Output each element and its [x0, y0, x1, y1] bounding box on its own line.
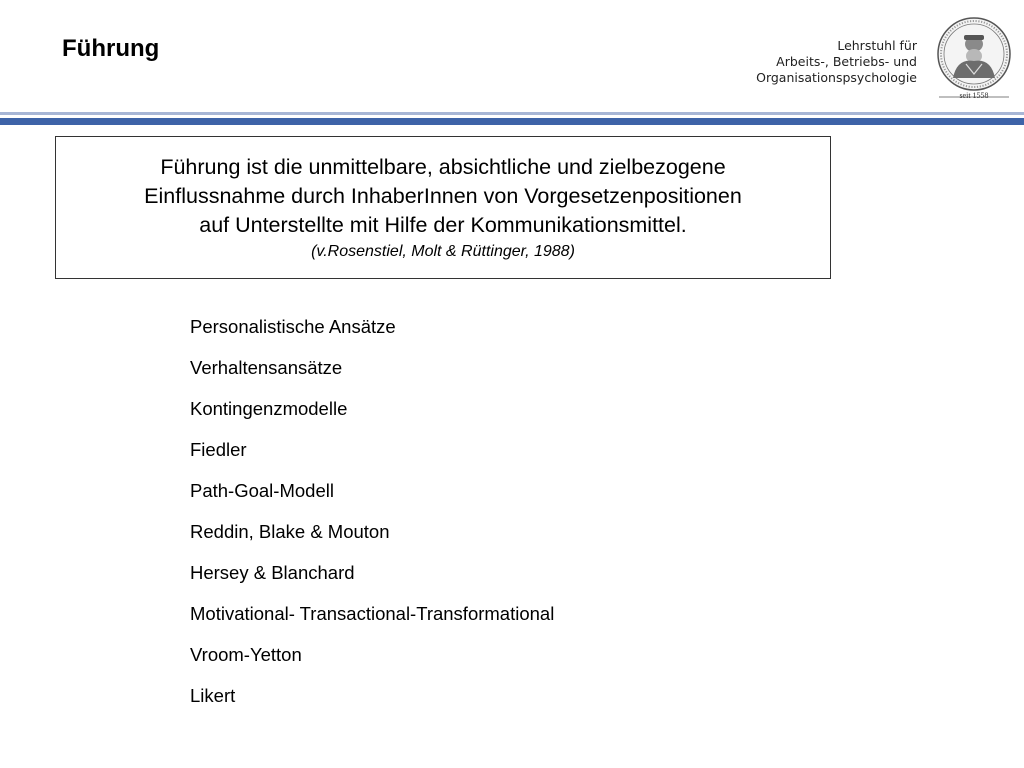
list-item: Hersey & Blanchard	[190, 562, 355, 583]
definition-box	[55, 136, 831, 279]
institution-line-3: Organisationspsychologie	[756, 70, 917, 85]
list-item: Verhaltensansätze	[190, 357, 343, 378]
institution-line-2: Arbeits-, Betriebs- und	[776, 54, 917, 69]
list-item: Motivational- Transactional-Transformational	[190, 603, 555, 624]
definition-line-1: Führung ist die unmittelbare, absichtliche und zielbezogene	[160, 155, 726, 179]
seal-year-label: seit 1558	[959, 91, 989, 100]
list-item: Reddin, Blake & Mouton	[190, 521, 390, 542]
institution-label	[657, 38, 917, 86]
list-item: Fiedler	[190, 439, 247, 460]
approach-list	[190, 316, 554, 726]
list-item: Path-Goal-Modell	[190, 480, 334, 501]
definition-source: (v.Rosenstiel, Molt & Rüttinger, 1988)	[311, 243, 575, 260]
definition-text	[78, 153, 808, 240]
list-item: Likert	[190, 685, 236, 706]
definition-line-2: Einflussnahme durch InhaberInnen von Vorgesetzenpositionen	[144, 184, 742, 208]
institution-line-1: Lehrstuhl für	[837, 38, 917, 53]
slide-title: Führung	[62, 35, 160, 62]
list-item: Personalistische Ansätze	[190, 316, 396, 337]
list-item: Kontingenzmodelle	[190, 398, 348, 419]
header-rule-light	[0, 112, 1024, 115]
list-item: Vroom-Yetton	[190, 644, 302, 665]
header-rule-dark	[0, 118, 1024, 125]
definition-line-3: auf Unterstellte mit Hilfe der Kommunikationsmittel.	[199, 213, 687, 237]
